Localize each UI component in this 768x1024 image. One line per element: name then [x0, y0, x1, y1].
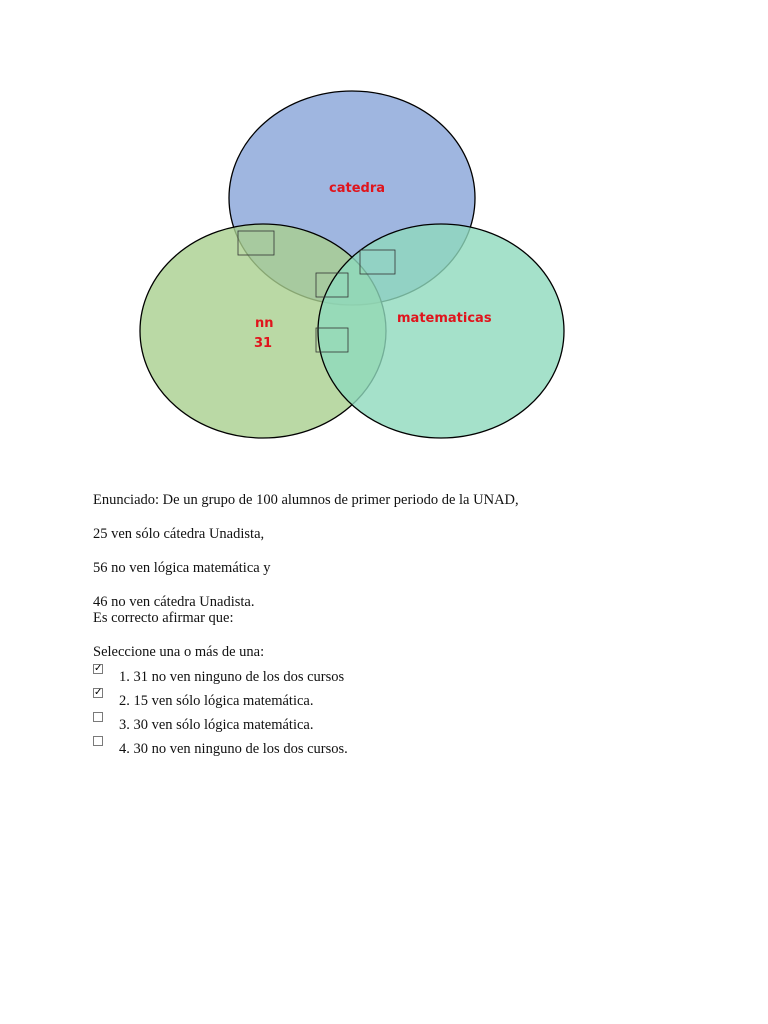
option-3-label: 3. 30 ven sólo lógica matemática.: [119, 717, 314, 733]
option-4-label: 4. 30 no ven ninguno de los dos cursos.: [119, 741, 348, 757]
label-matematicas: matematicas: [397, 311, 492, 326]
statement-line-3: 56 no ven lógica matemática y: [93, 560, 271, 576]
statement-line-4: 46 no ven cátedra Unadista.: [93, 594, 255, 610]
question-prompt: Seleccione una o más de una:: [93, 644, 265, 660]
option-2-label: 2. 15 ven sólo lógica matemática.: [119, 693, 314, 709]
option-4-checkbox[interactable]: [93, 736, 103, 746]
statement-line-2: 25 ven sólo cátedra Unadista,: [93, 526, 265, 542]
matematicas-circle: [318, 224, 564, 438]
label-catedra: catedra: [329, 181, 385, 196]
venn-diagram: [0, 0, 768, 460]
label-nn-value: 31: [254, 336, 273, 351]
option-3-checkbox[interactable]: [93, 712, 103, 722]
statement-line-5: Es correcto afirmar que:: [93, 610, 234, 626]
option-1-label: 1. 31 no ven ninguno de los dos cursos: [119, 669, 345, 685]
option-1-checkbox[interactable]: ✓: [94, 663, 103, 674]
label-nn: nn: [255, 316, 274, 331]
option-2-checkbox[interactable]: ✓: [94, 687, 103, 698]
statement-line-1: Enunciado: De un grupo de 100 alumnos de primer periodo de la UNAD,: [93, 492, 519, 508]
